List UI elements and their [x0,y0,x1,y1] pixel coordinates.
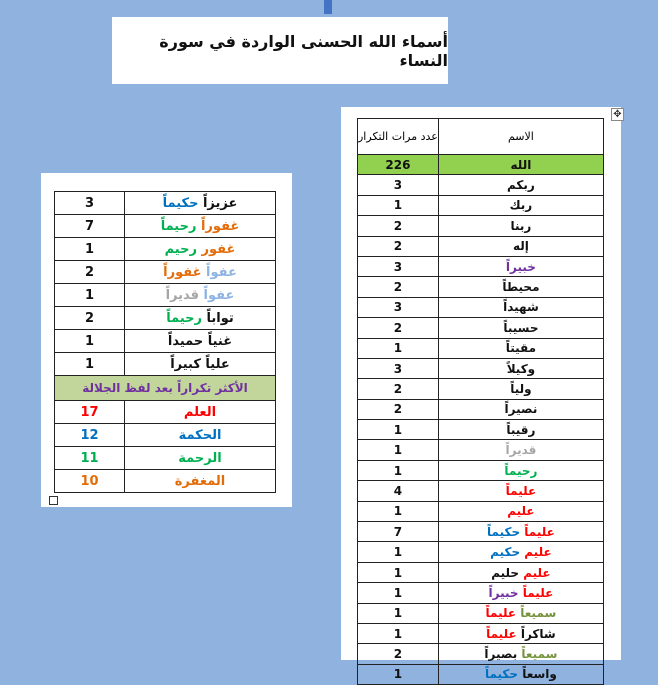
name-part: غفور [196,241,236,257]
name-cell [125,353,276,376]
count-cell: 1 [55,284,125,307]
name-part: حكيم [490,545,521,560]
name-part: رحيماً [166,310,202,326]
name-part: قديراً [165,287,200,303]
name-cell [438,318,603,338]
name-cell [438,277,603,297]
name-part: سميعاً [517,647,558,662]
name-cell [438,522,603,542]
table-row [358,481,604,501]
count-cell: 4 [358,481,439,501]
table-row [55,261,276,284]
name-cell [438,256,603,276]
table-row [55,238,276,261]
name-cell [438,644,603,664]
name-cell [438,562,603,582]
count-cell: 1 [358,460,439,480]
table-row [358,358,604,378]
name-cell [438,542,603,562]
count-cell: 1 [358,542,439,562]
header-count: عدد مرات التكرار [358,119,439,155]
name-cell [438,481,603,501]
count-cell: 1 [358,583,439,603]
count-cell: 1 [358,195,439,215]
name-cell: المغفرة [125,470,276,493]
name-part: رقيباً [506,422,536,437]
count-cell: 1 [55,330,125,353]
name-part: عليماً [485,606,517,621]
name-part: علياً كبيراً [170,356,230,372]
title-box [112,17,448,84]
name-cell: العلم [125,401,276,424]
count-cell: 226 [358,155,439,175]
table-row [358,256,604,276]
count-cell: 2 [55,261,125,284]
table-row [358,603,604,623]
count-cell: 2 [358,318,439,338]
name-part: عزيزاً [198,195,238,211]
count-cell: 2 [358,216,439,236]
count-cell: 1 [358,440,439,460]
name-part: عليماً [518,585,554,600]
table-row [358,562,604,582]
name-part: عليم [520,545,552,560]
count-cell: 3 [358,256,439,276]
count-cell: 3 [358,297,439,317]
name-part: بصيراً [484,647,518,662]
table-row [358,399,604,419]
table-row [358,460,604,480]
name-part: وكيلاً [506,361,536,376]
count-cell: 1 [358,338,439,358]
name-part: نصيراً [504,402,538,417]
top-accent-bar [324,0,332,14]
name-cell: الحكمة [125,424,276,447]
table-row [358,440,604,460]
table-row [358,583,604,603]
name-part: محيطاً [502,280,540,295]
count-cell: 2 [358,379,439,399]
name-cell [438,358,603,378]
count-cell: 3 [358,358,439,378]
name-part: غفوراً [163,264,202,280]
name-part: غنياً حميداً [167,333,233,349]
name-part: شهيداً [503,300,539,315]
name-cell [438,338,603,358]
table-row [55,470,276,493]
count-cell: 1 [358,623,439,643]
name-cell [438,623,603,643]
table-row [55,307,276,330]
count-cell: 11 [55,447,125,470]
table-row [358,664,604,684]
name-part: حليم [491,565,520,580]
name-part: واسعاً [518,667,557,682]
name-part: عفواً [199,287,235,303]
name-cell [438,195,603,215]
name-part: عليم [519,565,551,580]
count-cell: 3 [358,175,439,195]
count-cell: 1 [55,353,125,376]
name-cell [438,460,603,480]
table-resize-handle[interactable] [49,496,58,505]
table-move-handle-icon[interactable]: ✥ [611,108,624,121]
count-cell: 1 [358,420,439,440]
count-cell: 2 [358,399,439,419]
name-part: حكيماً [162,195,199,211]
count-cell: 1 [358,664,439,684]
count-cell: 7 [55,215,125,238]
table-row [55,215,276,238]
count-cell: 2 [358,277,439,297]
name-cell: الرحمة [125,447,276,470]
name-cell [125,330,276,353]
name-part: ولياً [510,381,532,396]
table-row [55,447,276,470]
table-row [358,623,604,643]
name-part: غفوراً [196,218,240,234]
count-cell: 3 [55,192,125,215]
name-cell [438,440,603,460]
name-part: عليم [507,504,535,519]
count-cell: 1 [358,501,439,521]
name-part: عليماً [520,524,555,539]
name-part: عفواً [201,264,237,280]
table-row [358,277,604,297]
name-cell [125,261,276,284]
table-row [55,353,276,376]
table-row [358,236,604,256]
highlight-row [358,155,604,175]
right-table [357,118,604,685]
name-part: قديراً [505,443,537,458]
name-cell [438,420,603,440]
count-cell: 2 [358,236,439,256]
name-part: عليماً [486,626,517,641]
table-row [55,401,276,424]
left-table [54,191,276,493]
count-cell: 12 [55,424,125,447]
name-part: حكيماً [484,667,519,682]
header-name: الاسم [438,119,603,155]
name-part: رحيماً [160,218,197,234]
banner-cell: الأكثر تكراراً بعد لفظ الجلالة [55,376,276,401]
name-cell [438,297,603,317]
name-cell [438,155,603,175]
name-part: ربنا [510,218,532,233]
name-part: رحيماً [504,463,538,478]
count-cell: 1 [358,603,439,623]
name-cell [438,399,603,419]
table-row [358,175,604,195]
name-part: حسيباً [503,320,539,335]
name-part: سميعاً [516,606,557,621]
name-part: خبيراً [505,259,536,274]
banner-row [55,376,276,401]
table-row [358,379,604,399]
page-title: أسماء الله الحسنى الواردة في سورة النساء [159,31,448,70]
count-cell: 2 [55,307,125,330]
count-cell: 7 [358,522,439,542]
count-cell: 17 [55,401,125,424]
table-row [358,522,604,542]
table-row [55,192,276,215]
name-cell [438,664,603,684]
table-row [358,420,604,440]
name-cell [125,307,276,330]
count-cell: 1 [55,238,125,261]
name-part: ربك [509,198,533,213]
name-part: الله [510,157,532,172]
count-cell: 10 [55,470,125,493]
count-cell: 2 [358,644,439,664]
name-part: تواباً [201,310,234,326]
name-cell [438,603,603,623]
name-part: خبيراً [488,585,519,600]
table-row [358,338,604,358]
table-header-row [358,119,604,155]
name-part: حكيماً [487,524,521,539]
name-cell [438,175,603,195]
name-part: ربكم [507,178,535,193]
table-row [358,318,604,338]
name-cell [438,216,603,236]
table-row [358,216,604,236]
table-row [55,284,276,307]
name-cell [438,379,603,399]
name-part: عليماً [505,483,537,498]
left-sheet [41,173,292,507]
table-row [358,195,604,215]
table-row [55,330,276,353]
name-cell [438,501,603,521]
table-row [55,424,276,447]
name-cell [125,192,276,215]
name-cell [125,215,276,238]
name-part: مقيتاً [505,341,537,356]
name-cell [438,583,603,603]
name-cell [438,236,603,256]
name-part: شاكراً [516,626,556,641]
table-row [358,501,604,521]
name-part: إله [512,239,529,254]
count-cell: 1 [358,562,439,582]
table-row [358,297,604,317]
name-part: رحيم [164,241,197,257]
right-sheet [341,107,621,682]
name-cell [125,284,276,307]
name-cell [125,238,276,261]
table-row [358,644,604,664]
table-row [358,542,604,562]
